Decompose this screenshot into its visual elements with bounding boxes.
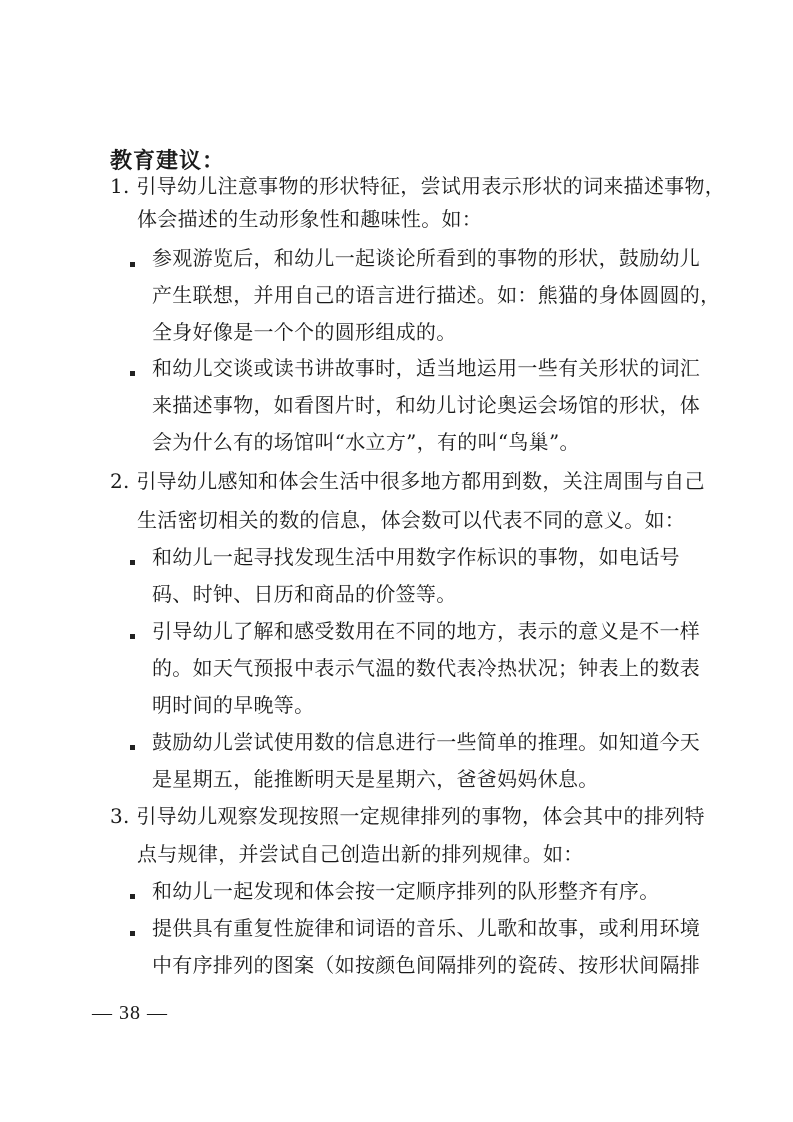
bullet-2-2-line-3: 明时间的早晚等。 <box>152 693 315 717</box>
bullet-2-2-line-2: 的。如天气预报中表示气温的数代表冷热状况；钟表上的数表 <box>152 656 701 680</box>
bullet-2-1-line-2: 码、时钟、日历和商品的价签等。 <box>152 582 457 606</box>
item-1-line-2: 体会描述的生动形象性和趣味性。如： <box>137 207 483 231</box>
bullet-1-2-line-2: 来描述事物，如看图片时，和幼儿讨论奥运会场馆的形状，体 <box>152 393 701 417</box>
bullet-2-3-line-2: 是星期五，能推断明天是星期六，爸爸妈妈休息。 <box>152 767 599 791</box>
item-2-line-1: 2. 引导幼儿感知和体会生活中很多地方都用到数，关注周围与自己 <box>110 469 705 493</box>
bullet-1-2-line-3: 会为什么有的场馆叫“水立方”，有的叫“鸟巢”。 <box>152 430 580 454</box>
bullet-2-2-line-1: 引导幼儿了解和感受数用在不同的地方，表示的意义是不一样 <box>152 619 701 643</box>
bullet-marker <box>130 634 135 639</box>
bullet-marker <box>130 371 135 376</box>
page-number: — 38 — <box>92 1002 168 1024</box>
item-3-line-1: 3. 引导幼儿观察发现按照一定规律排列的事物，体会其中的排列特 <box>110 804 705 828</box>
section-heading: 教育建议： <box>110 148 226 174</box>
bullet-1-1-line-2: 产生联想，并用自己的语言进行描述。如：熊猫的身体圆圆的， <box>152 283 721 307</box>
bullet-3-2-line-2: 中有序排列的图案（如按颜色间隔排列的瓷砖、按形状间隔排 <box>152 953 701 977</box>
item-2-line-2: 生活密切相关的数的信息，体会数可以代表不同的意义。如： <box>137 508 686 532</box>
bullet-3-2-line-1: 提供具有重复性旋律和词语的音乐、儿歌和故事，或利用环境 <box>152 916 701 940</box>
item-1-line-1: 1. 引导幼儿注意事物的形状特征，尝试用表示形状的词来描述事物， <box>110 174 726 198</box>
item-3-line-2: 点与规律，并尝试自己创造出新的排列规律。如： <box>137 842 584 866</box>
bullet-marker <box>130 745 135 750</box>
bullet-1-2-line-1: 和幼儿交谈或读书讲故事时，适当地运用一些有关形状的词汇 <box>152 356 701 380</box>
bullet-marker <box>130 931 135 936</box>
bullet-1-1-line-1: 参观游览后，和幼儿一起谈论所看到的事物的形状，鼓励幼儿 <box>152 246 701 270</box>
bullet-3-1-line-1: 和幼儿一起发现和体会按一定顺序排列的队形整齐有序。 <box>152 879 660 903</box>
bullet-marker <box>130 262 135 267</box>
bullet-marker <box>130 560 135 565</box>
bullet-1-1-line-3: 全身好像是一个个的圆形组成的。 <box>152 320 457 344</box>
bullet-2-1-line-1: 和幼儿一起寻找发现生活中用数字作标识的事物，如电话号 <box>152 545 680 569</box>
bullet-2-3-line-1: 鼓励幼儿尝试使用数的信息进行一些简单的推理。如知道今天 <box>152 730 701 754</box>
bullet-marker <box>130 894 135 899</box>
